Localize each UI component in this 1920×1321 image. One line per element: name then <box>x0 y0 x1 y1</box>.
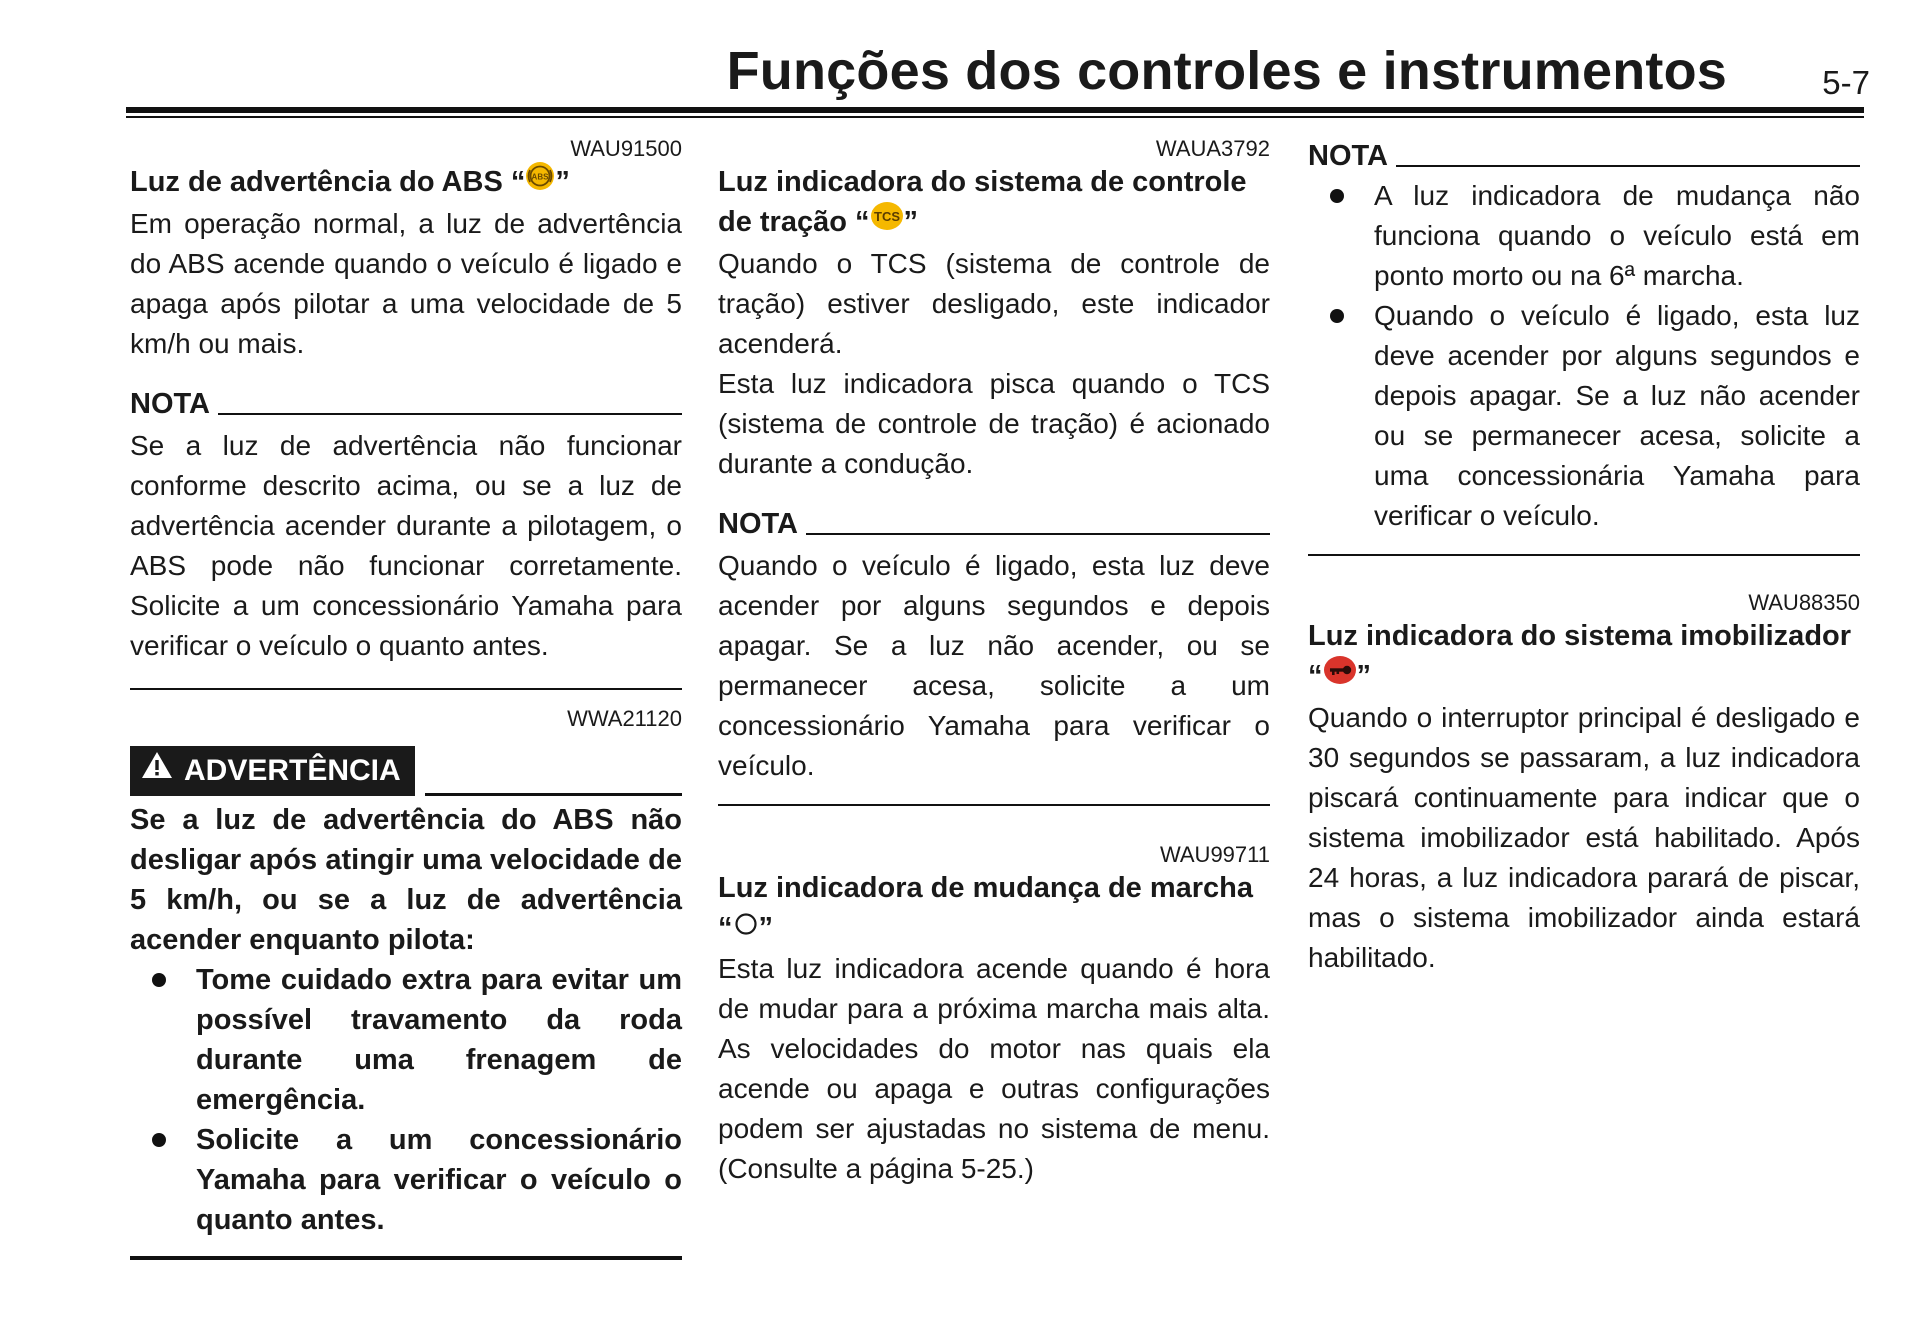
heading-text: Luz de advertência do ABS “ <box>130 166 526 198</box>
list-item: Quando o veículo é ligado, esta luz deve acender por alguns segundos e depois apagar. Se a luz não acender ou se permanecer acesa, solicite a uma concessionária Yamaha para verificar o veículo. <box>1308 296 1860 536</box>
section-heading-tcs <box>718 162 1270 244</box>
shift-indicator-icon <box>733 907 759 947</box>
warning-badge <box>130 746 415 796</box>
warning-list <box>130 960 682 1240</box>
nota-heading <box>130 384 682 424</box>
section-code: WAU91500 <box>570 136 682 161</box>
nota-heading <box>1308 136 1860 176</box>
nota-line <box>218 413 682 415</box>
tcs-indicator-icon <box>870 201 904 242</box>
list-item: Tome cuidado extra para evitar um possível travamento da roda durante uma frenagem de emergência. <box>130 960 682 1120</box>
section-divider <box>130 688 682 690</box>
tcs-icon-label: TCS <box>873 208 900 224</box>
column-3 <box>1308 136 1860 978</box>
nota-label: NOTA <box>718 507 799 540</box>
column-1 <box>130 136 682 1260</box>
heading-text: Luz indicadora do sistema de controle de tração “ <box>718 166 1247 238</box>
section-divider <box>1308 554 1860 556</box>
section-code: WAUA3792 <box>1155 136 1270 161</box>
heading-quote: ” <box>758 911 773 944</box>
abs-body: Em operação normal, a luz de advertência do ABS acende quando o veículo é ligado e apaga após pilotar a uma velocidade de 5 km/h ou mais. <box>130 207 682 359</box>
nota-list <box>1308 176 1860 536</box>
shift-body: Esta luz indicadora acende quando é hora de mudar para a próxima marcha mais alta. As velocidades do motor nas quais ela acende ou apaga e outras configurações podem ser ajustadas no sistema de menu. (Consulte a página 5-25.) <box>718 953 1270 1185</box>
heading-quote: ” <box>903 206 918 238</box>
warning-line <box>425 793 682 796</box>
column-2 <box>718 136 1270 1189</box>
list-item: A luz indicadora de mudança não funciona quando o veículo está em ponto morto ou na 6ª marcha. <box>1308 176 1860 296</box>
warning-intro: Se a luz de advertência do ABS não desligar após atingir uma velocidade de 5 km/h, ou se a luz de advertência acender enquanto pilota: <box>130 803 682 956</box>
warning-triangle-icon <box>140 750 174 792</box>
section-divider <box>718 804 1270 806</box>
heading-quote: ” <box>555 166 570 198</box>
page-number: 5-7 <box>1822 64 1870 101</box>
tcs-body-1: Quando o TCS (sistema de controle de tração) estiver desligado, este indicador acenderá. <box>718 247 1270 359</box>
nota-body: Quando o veículo é ligado, esta luz deve acender por alguns segundos e depois apagar. Se a luz não acender, ou se permanecer acesa, solicite a um concessionário Yamaha para verificar o veículo. <box>718 549 1270 781</box>
nota-label: NOTA <box>1308 140 1389 172</box>
nota-line <box>806 533 1270 535</box>
header-rule-thick <box>126 107 1864 113</box>
immobilizer-body: Quando o interruptor principal é desligado e 30 segundos se passaram, a luz indicadora piscará continuamente para indicar que o sistema imobilizador está habilitado. Após 24 horas, a luz indicadora parará de piscar, mas o sistema imobilizador ainda estará habilitado. <box>1308 701 1860 973</box>
warning-code: WWA21120 <box>567 705 682 731</box>
abs-warning-icon <box>525 161 555 202</box>
header-rule-thin <box>126 116 1864 118</box>
section-code: WAU99711 <box>1159 841 1270 867</box>
heading-quote: ” <box>1356 660 1371 692</box>
nota-heading <box>718 504 1270 544</box>
warning-heading <box>130 746 682 796</box>
page-title: Funções dos controles e instrumentos <box>726 41 1727 101</box>
section-heading-immobilizer <box>1308 616 1860 698</box>
section-heading-abs <box>130 162 682 204</box>
list-item: Solicite a um concessionário Yamaha para verificar o veículo o quanto antes. <box>130 1120 682 1240</box>
nota-label: NOTA <box>130 387 211 420</box>
heading-text: Luz indicadora de mudança de marcha “ <box>718 871 1254 944</box>
abs-icon-label: ABS <box>531 172 549 182</box>
warning-label: ADVERTÊNCIA <box>184 753 401 787</box>
section-heading-shift <box>718 868 1270 949</box>
nota-line <box>1396 165 1860 167</box>
immobilizer-key-icon <box>1323 655 1357 696</box>
section-code: WAU88350 <box>1748 590 1860 615</box>
warning-end-rule <box>130 1256 682 1260</box>
heading-text: Luz indicadora do sistema imobilizador “ <box>1308 620 1852 692</box>
nota-body: Se a luz de advertência não funcionar conforme descrito acima, ou se a luz de advertência acender durante a pilotagem, o ABS pode não funcionar corretamente. Solicite a um concessionário Yamaha para verificar o veículo o quanto antes. <box>130 429 682 661</box>
tcs-body-2: Esta luz indicadora pisca quando o TCS (sistema de controle de tração) é acionado durante a condução. <box>718 367 1270 479</box>
